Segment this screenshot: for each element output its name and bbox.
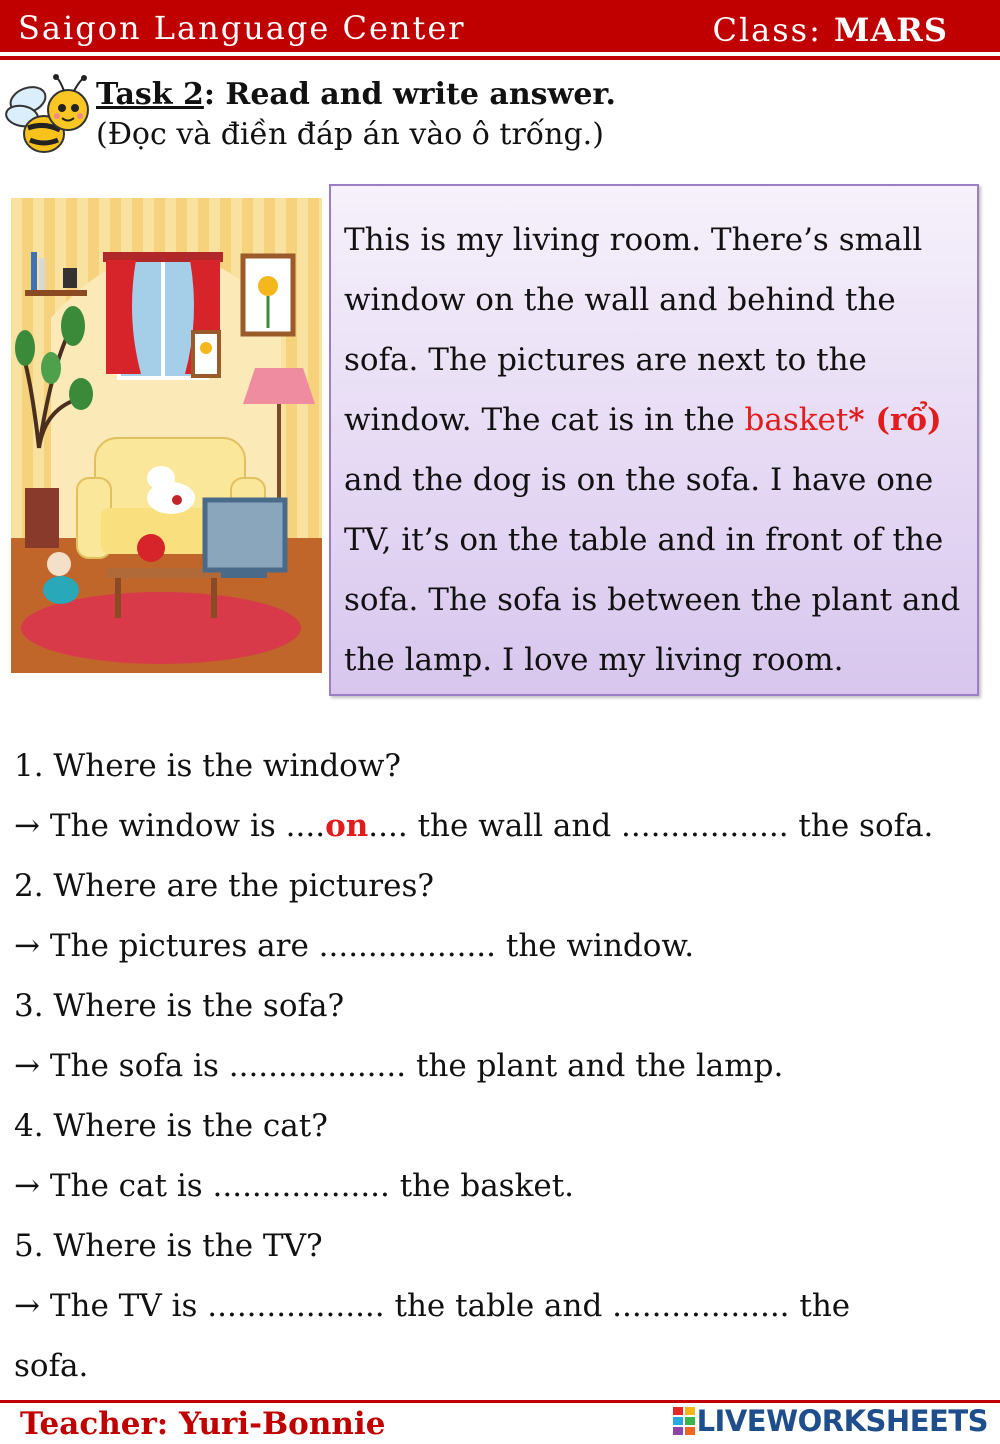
bee-icon xyxy=(2,72,94,160)
reading-passage-box xyxy=(329,184,979,696)
answer-5-continued: sofa. xyxy=(14,1348,89,1384)
liveworksheets-logo xyxy=(673,1404,988,1438)
footer-divider xyxy=(0,1400,1000,1403)
class-info xyxy=(712,11,948,49)
school-name: Saigon Language Center xyxy=(18,9,466,47)
passage-text-1: This is my living room. There’s small window on the wall and behind the sofa. The pictures are next to the window. The cat is in the xyxy=(344,222,923,438)
task-number: Task 2 xyxy=(96,77,204,112)
answer-4[interactable]: → The cat is .................. the basket. xyxy=(14,1168,575,1204)
header-divider xyxy=(0,56,1000,60)
answer-2[interactable]: → The pictures are .................. the window. xyxy=(14,928,695,964)
class-name: MARS xyxy=(834,11,948,49)
answer-3[interactable]: → The sofa is .................. the plant and the lamp. xyxy=(14,1048,784,1084)
brand-name: LIVEWORKSHEETS xyxy=(696,1404,988,1438)
question-2: 2. Where are the pictures? xyxy=(14,868,434,904)
teacher-name: Teacher: Yuri-Bonnie xyxy=(20,1406,386,1442)
task-subtitle: (Đọc và điền đáp án vào ô trống.) xyxy=(96,117,604,152)
passage-highlight-word: basket xyxy=(744,402,849,438)
task-instruction: : Read and write answer. xyxy=(203,77,616,112)
liveworksheets-logo-icon xyxy=(673,1407,695,1435)
question-1: 1. Where is the window? xyxy=(14,748,402,784)
living-room-illustration xyxy=(11,198,322,673)
answer-1[interactable] xyxy=(14,808,934,844)
header-bar xyxy=(0,0,1000,52)
question-5: 5. Where is the TV? xyxy=(14,1228,323,1264)
answer-1-pre: → The window is .... xyxy=(14,808,326,844)
passage-highlight-note: * (rổ) xyxy=(848,402,942,438)
reading-passage xyxy=(344,210,974,690)
answer-1-filled: on xyxy=(325,808,369,844)
task-title xyxy=(96,78,616,111)
answer-5[interactable]: → The TV is .................. the table and .................. the xyxy=(14,1288,851,1324)
answer-1-post: .... the wall and ................. the sofa. xyxy=(368,808,934,844)
question-4: 4. Where is the cat? xyxy=(14,1108,328,1144)
class-label: Class: xyxy=(712,11,822,49)
passage-text-2: and the dog is on the sofa. I have one TV, it’s on the table and in front of the sofa. The sofa is between the plant and the lamp. I love my living room. xyxy=(344,462,961,678)
question-3: 3. Where is the sofa? xyxy=(14,988,345,1024)
